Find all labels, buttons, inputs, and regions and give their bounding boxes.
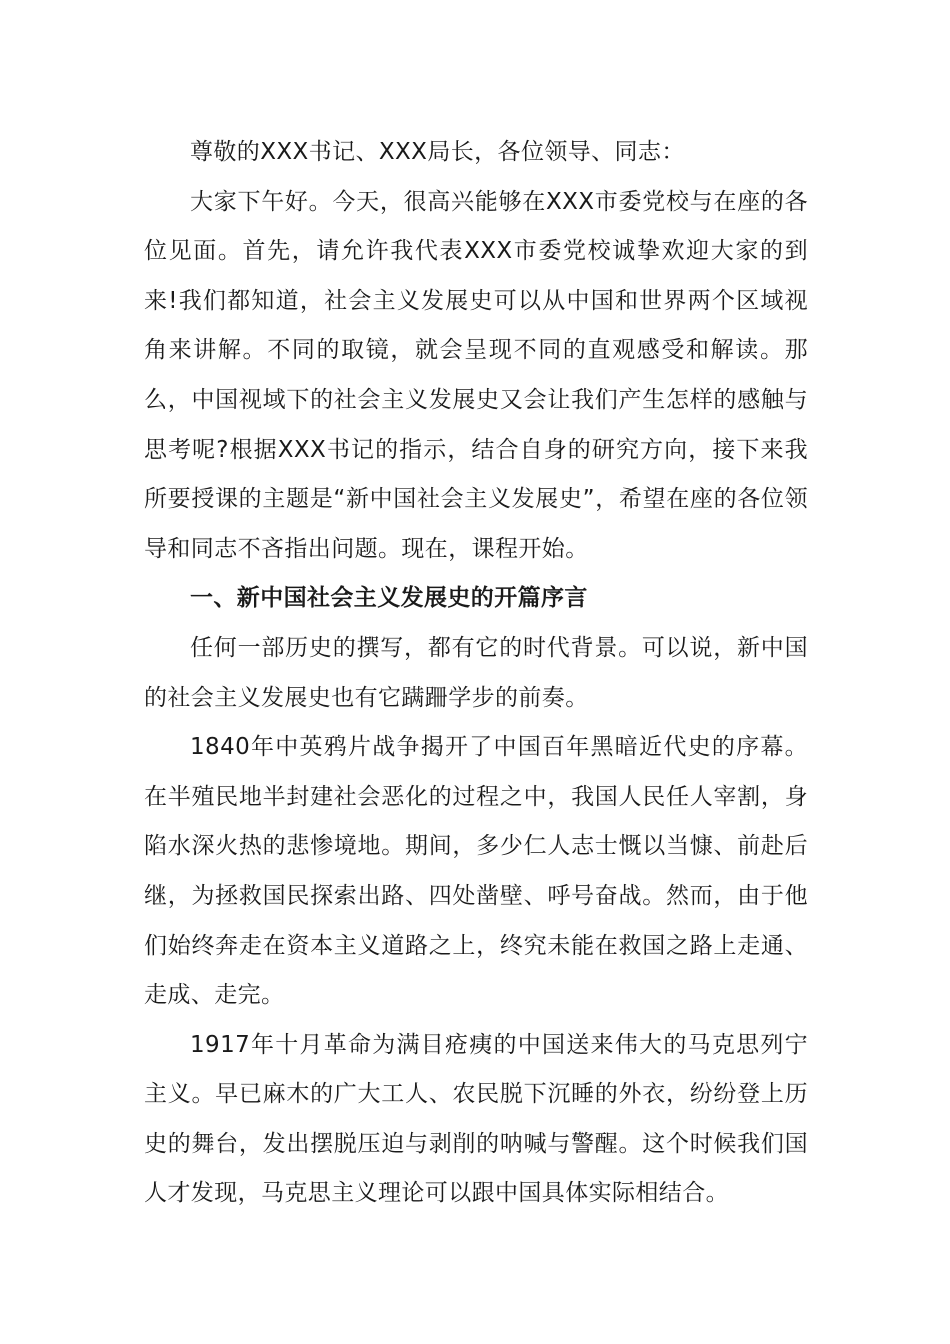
- body-paragraph: 1917年十月革命为满目疮痍的中国送来伟大的马克思列宁主义。早已麻木的广大工人、农民脱下沉睡的外衣，纷纷登上历史的舞台，发出摆脱压迫与剥削的呐喊与警醒。这个时候我们国人才发现，马克思主义理论可以跟中国具体实际相结合。: [144, 1031, 808, 1207]
- salutation-paragraph: 尊敬的XXX书记、XXX局长，各位领导、同志：: [190, 139, 685, 165]
- opening-paragraph: 大家下午好。今天，很高兴能够在XXX市委党校与在座的各位见面。首先，请允许我代表XXX市委党校诚挚欢迎大家的到来!我们都知道，社会主义发展史可以从中国和世界两个区域视角来讲解。不同的取镜，就会呈现不同的直观感受和解读。那么，中国视域下的社会主义发展史又会让我们产生怎样的感触与思考呢?根据XXX书记的指示，结合自身的研究方向，接下来我所要授课的主题是“新中国社会主义发展史”，希望在座的各位领导和同志不吝指出问题。现在，课程开始。: [144, 188, 808, 562]
- document-body: [144, 128, 808, 1219]
- body-paragraph: 1840年中英鸦片战争揭开了中国百年黑暗近代史的序幕。在半殖民地半封建社会恶化的过程之中，我国人民任人宰割，身陷水深火热的悲惨境地。期间，多少仁人志士慨以当慷、前赴后继，为拯救国民探索出路、四处凿壁、呼号奋战。然而，由于他们始终奔走在资本主义道路之上，终究未能在救国之路上走通、走成、走完。: [144, 734, 808, 1009]
- body-paragraph: 任何一部历史的撰写，都有它的时代背景。可以说，新中国的社会主义发展史也有它蹒跚学步的前奏。: [144, 634, 808, 711]
- section-heading: 一、新中国社会主义发展史的开篇序言: [190, 585, 588, 612]
